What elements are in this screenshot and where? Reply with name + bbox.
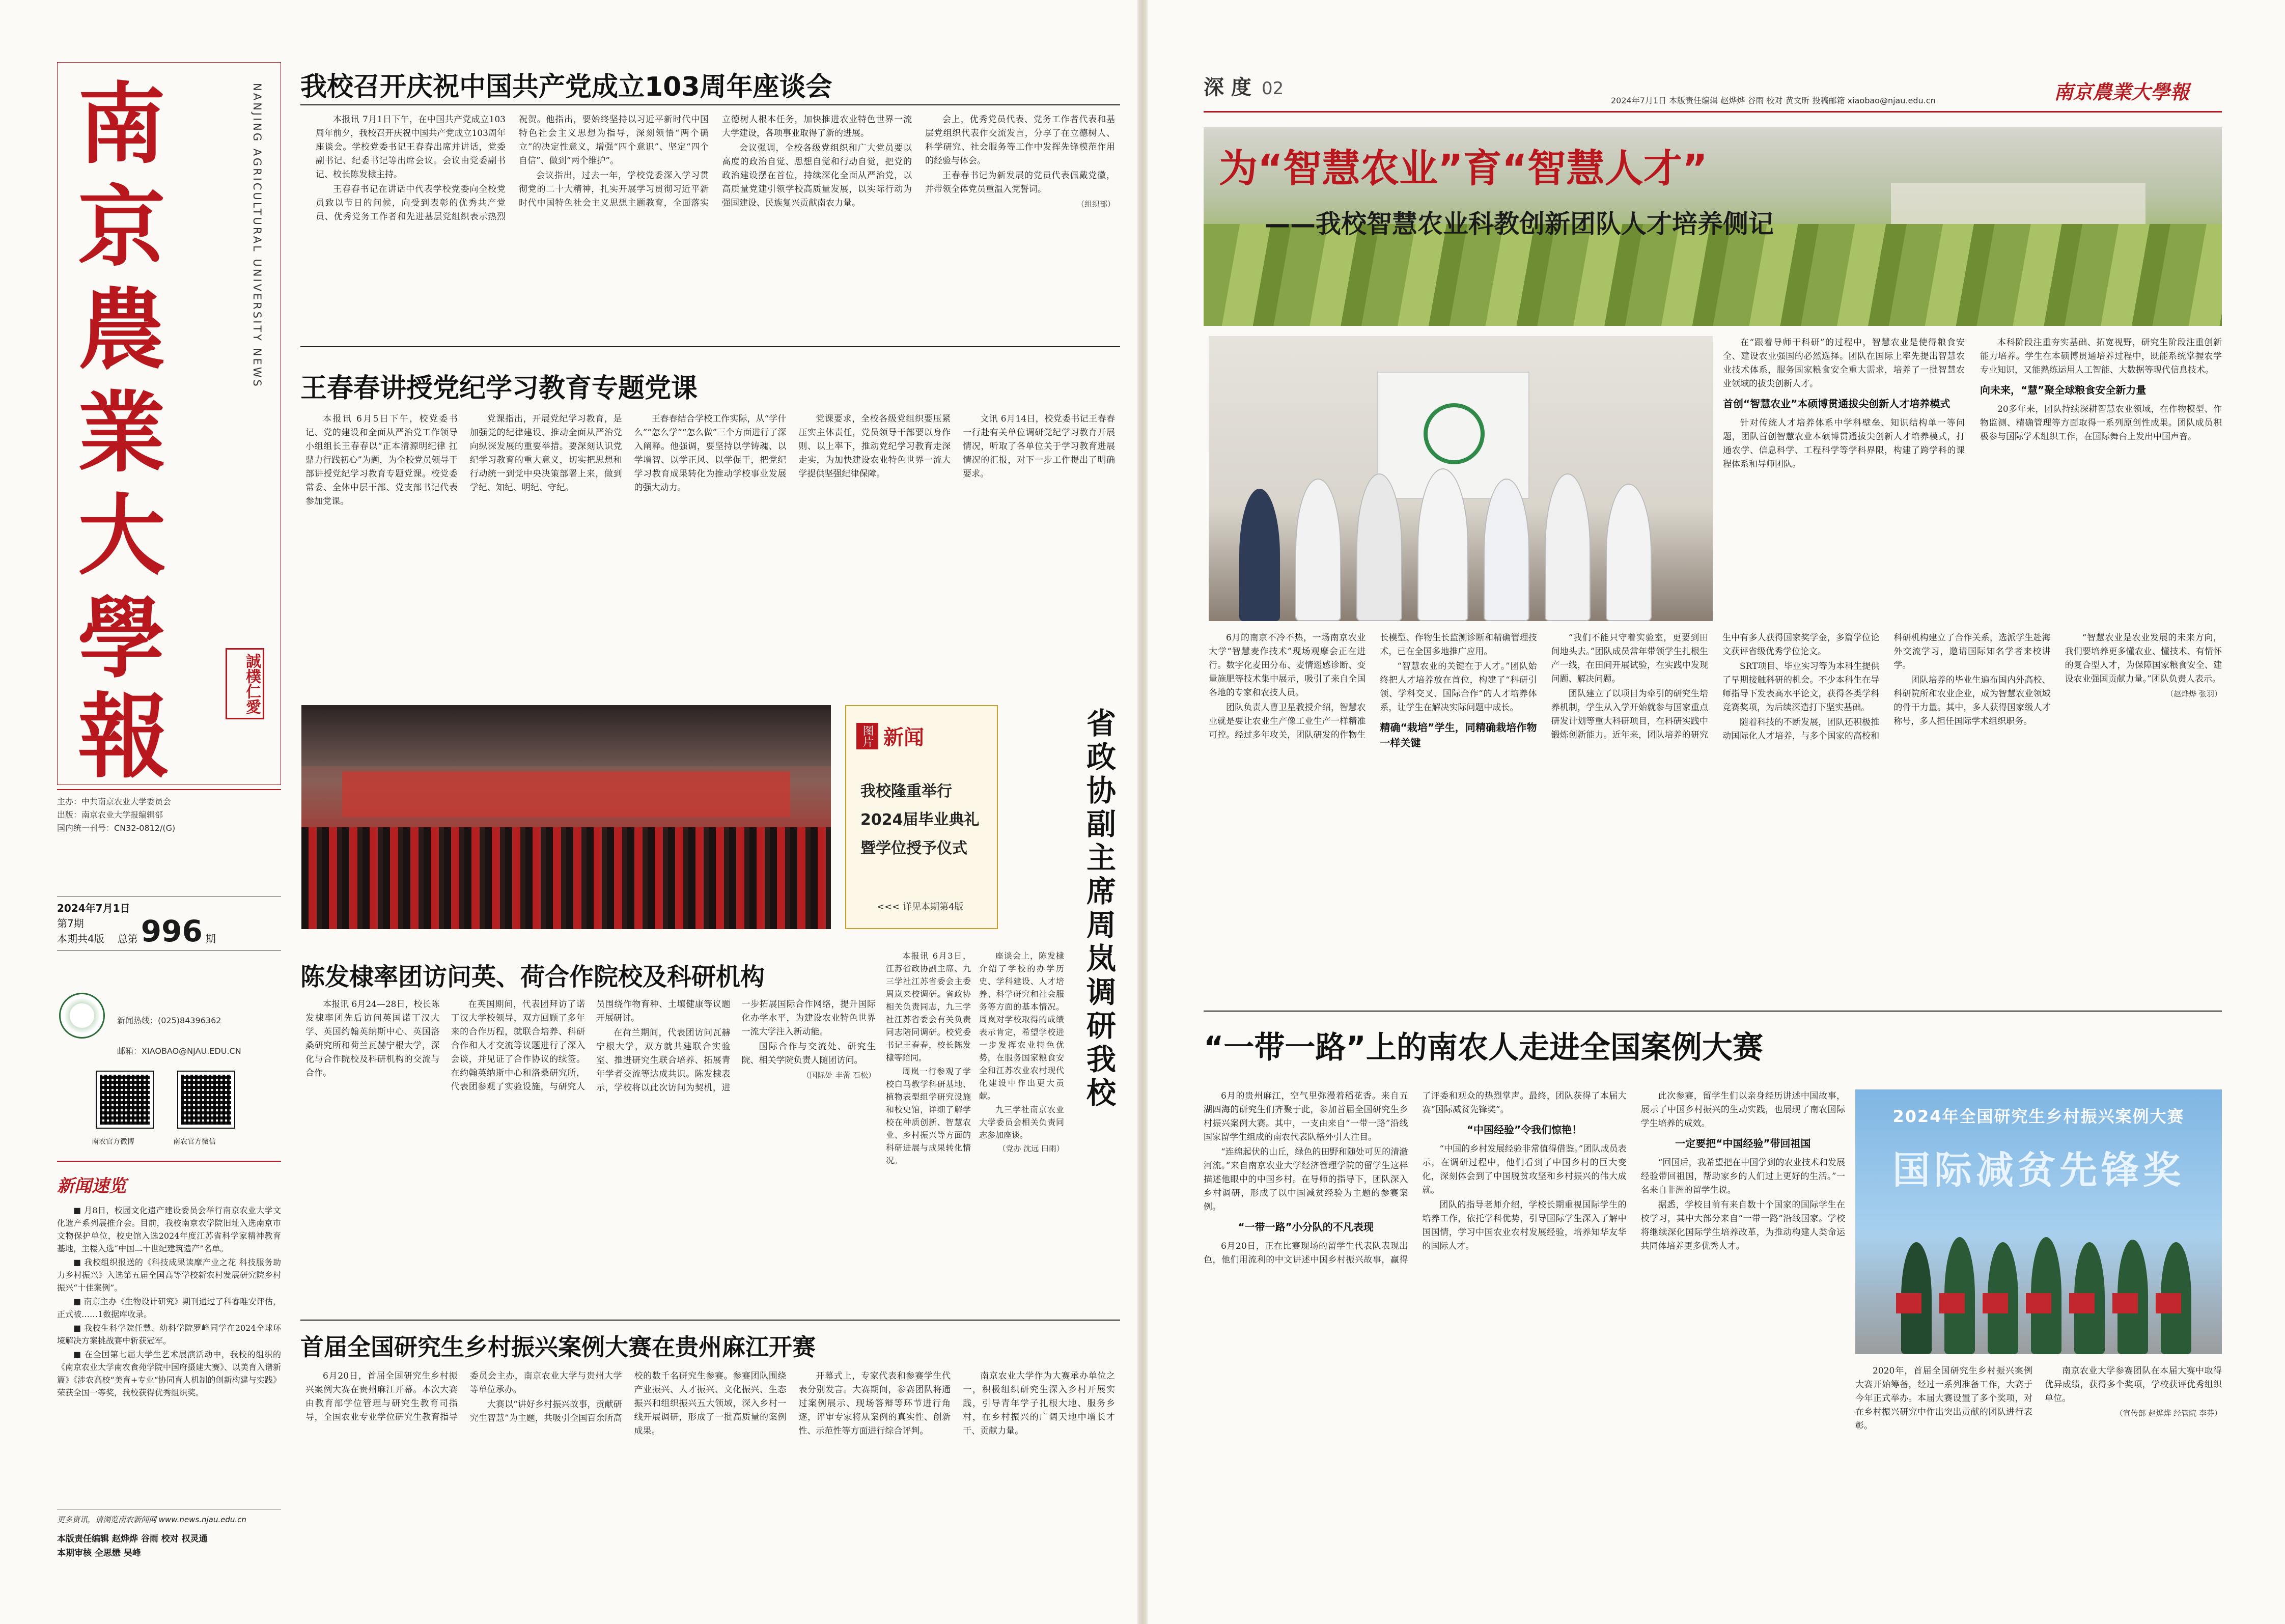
- paragraph: “连绵起伏的山丘，绿色的田野和随处可见的清澈河流。”来自南京农业大学经济管理学院的留学生这样描述他眼中的中国乡村。在导师的指导下，团队深入乡村调研，形成了以中国减贫经验为主题的参赛案例。: [1204, 1147, 1408, 1212]
- feature-subtitle: ——我校智慧农业科教创新团队人才培养侧记: [1265, 209, 1774, 239]
- article-uk-nl-visit: [305, 998, 876, 1313]
- paragraph: 座谈会上，陈发棣介绍了学校的办学历史、学科建设、人才培养、科学研究和社会服务等方面的基本情况。周岚对学校取得的成绩表示肯定，希望学校进一步发挥农业特色优势，在服务国家粮食安全和江苏农业农村现代化建设中作出更大贡献。: [979, 951, 1064, 1101]
- total-label: 总第: [117, 933, 138, 945]
- header-info: 2024年7月1日 本版责任编辑 赵烨烨 谷雨 校对 黄文昕 投稿邮箱 xiaobao@njau.edu.cn: [1611, 96, 1936, 105]
- hotline: 新闻热线：(025)84396362: [117, 1016, 221, 1025]
- paragraph: 此次参赛，留学生们以亲身经历讲述中国故事，展示了中国乡村振兴的生动实践，也展现了南农国际学生培养的成效。: [1640, 1091, 1845, 1129]
- paragraph: “智慧农业的关键在于人才。”团队始终把人才培养放在首位，构建了“科研引领、学科交叉、国际合作”的人才培养体系，让学生在解决实际问题中成长。: [1380, 661, 1537, 713]
- headline-uk-nl-visit: 陈发棣率团访问英、荷合作院校及科研机构: [300, 963, 765, 991]
- paragraph: “我们不能只守着实验室，更要到田间地头去。”团队成员常年带领学生扎根生产一线，在田间开展试验，在实践中发现问题、解决问题。: [1551, 633, 1708, 684]
- masthead-char: 農: [78, 278, 165, 381]
- qr-code-wechat: [178, 1072, 234, 1128]
- paragraph: 团队建立了以项目为牵引的研究生培养机制，学生从入学开始就参与国家重点研发计划等重大科研项目，在科研实践中锻炼创新能力。近年来，团队培养的研究生中有多人获得国家奖学金，多篇学位论文获评省级优秀学位论文。: [1551, 633, 1880, 740]
- paragraph: 本科阶段注重夯实基础、拓宽视野，研究生阶段注重创新能力培养。学生在本硕博贯通培养过程中，既能系统掌握农学专业知识，又能熟练运用人工智能、大数据等现代信息技术。: [1980, 338, 2222, 375]
- paragraph: 据悉，学校目前有来自数十个国家的国际学生在校学习，其中大部分来自“一带一路”沿线国家。学校将继续深化国际学生培养改革，为推动构建人类命运共同体培养更多优秀人才。: [1640, 1200, 1845, 1251]
- feature2-text-right: [1855, 1364, 2222, 1593]
- news-brief-title: 新闻速览: [57, 1176, 126, 1196]
- paragraph: 周岚一行参观了学校白马教学科研基地、植物表型组学研究设施和校史馆，详细了解学校在种质创新、智慧农业、乡村振兴等方面的科研进展与成果转化情况。: [886, 1067, 971, 1165]
- issue-info: [57, 896, 281, 951]
- photo-caption-box: [845, 705, 998, 929]
- page-number: 02: [1261, 78, 1284, 99]
- paragraph: 南京农业大学参赛团队在本届大赛中取得优异成绩，获得多个奖项，学校获评优秀组织单位。: [2045, 1366, 2222, 1404]
- photo-caption-text: 我校隆重举行2024届毕业典礼暨学位授予仪式: [860, 782, 980, 857]
- paragraph: 本报讯 6月24—28日，校长陈发棣率团先后访问英国诺丁汉大学、英国约翰英纳斯中心、英国洛桑研究所和荷兰瓦赫宁根大学，深化与合作院校及科研机构的交流与合作。: [305, 999, 440, 1078]
- masthead-english: NANJING AGRICULTURAL UNIVERSITY NEWS: [251, 83, 263, 388]
- page-gutter: [1137, 0, 1148, 1624]
- divider: [1204, 111, 2222, 113]
- paragraph: 2020年，首届全国研究生乡村振兴案例大赛开始筹备，经过一系列准备工作，大赛于今年正式举办。本届大赛设置了多个奖项，对在乡村振兴研究中作出突出贡献的团队进行表彰。: [1855, 1366, 2032, 1431]
- paragraph: “智慧农业是农业发展的未来方向，我们要培养更多懂农业、懂技术、有情怀的复合型人才，为保障国家粮食安全、建设农业强国贡献力量。”团队负责人表示。: [2065, 633, 2222, 684]
- headline-cppcc-visit: 省政协副主席周岚调研我校: [1081, 708, 1116, 1111]
- cn-number: 国内统一刊号：CN32-0812/(G): [57, 823, 176, 833]
- paragraph: “中国的乡村发展经验非常值得借鉴。”团队成员表示，在调研过程中，他们看到了中国乡村的巨大变化，深刻体会到了中国脱贫攻坚和乡村振兴的伟大成就。: [1422, 1144, 1627, 1195]
- paragraph: 在英国期间，代表团拜访了诺丁汉大学校领导，双方回顾了多年来的合作历程，就联合培养、科研合作和人才交流等议题进行了深入会谈，并见证了合作协议的续签。在约翰英纳斯中心和洛桑研究所，代表团参观了实验设施，与研究人员围绕作物育种、土壤健康等议题开展研讨。: [451, 999, 731, 1092]
- masthead-char: 學: [78, 586, 165, 690]
- graduation-photo: [301, 705, 831, 929]
- section-header: [1204, 71, 1284, 100]
- left-page: [0, 0, 1137, 1624]
- paragraph: 6月20日，正在比赛现场的留学生代表队表现出色，他们用流利的中文讲述中国乡村振兴故事，赢得了评委和观众的热烈掌声。最终，团队获得了本届大赛“国际减贫先锋奖”。: [1204, 1091, 1627, 1265]
- paragraph: 大赛以“讲好乡村振兴故事，贡献研究生智慧”为主题，共吸引全国百余所高校的数千名研究生参赛。参赛团队围绕产业振兴、人才振兴、文化振兴、生态振兴和组织振兴五大领域，深入乡村一线开展调研，形成了一批高质量的案例成果。: [469, 1371, 787, 1436]
- feature-title: 为“智慧农业”育“智慧人才”: [1219, 146, 1708, 191]
- paragraph: 6月20日，首届全国研究生乡村振兴案例大赛在贵州麻江开幕。本次大赛由教育部学位管理与研究生教育司指导，全国农业专业学位研究生教育指导委员会主办，南京农业大学与贵州大学等单位承办。: [305, 1371, 622, 1422]
- headline-party-anniversary: 我校召开庆祝中国共产党成立103周年座谈会: [300, 72, 832, 102]
- paragraph: 本报讯 6月5日下午，校党委书记、党的建设和全面从严治党工作领导小组组长王春春以“正本清源明纪律 扛鼎力行践初心”为题，为全校党员领导干部讲授党纪学习教育专题党课。校党委常委、全体中层干部、党支部书记代表参加党课。: [305, 414, 458, 507]
- paragraph: 党课指出，开展党纪学习教育，是加强党的纪律建设、推动全面从严治党向纵深发展的重要举措。要深刻认识党纪学习教育的重大意义，切实把思想和行动统一到党中央决策部署上来，做到学纪、知纪、明纪、守纪。: [469, 414, 622, 493]
- award-photo: [1855, 1089, 2222, 1354]
- paragraph: 20多年来，团队持续深耕智慧农业领域，在作物模型、作物监测、精确管理等方面取得一系列原创性成果。团队成员积极参与国际学术组织工作，在国际舞台上发出中国声音。: [1980, 404, 2222, 442]
- qr-label-weibo: 南农官方微博: [92, 1138, 134, 1146]
- photo-tag: 新闻: [883, 726, 924, 749]
- total-suffix: 期: [205, 933, 216, 945]
- paragraph: 九三学社南京农业大学委员会相关负责同志参加座谈。: [979, 1105, 1064, 1140]
- headline-rural-case-contest: 首届全国研究生乡村振兴案例大赛在贵州麻江开赛: [300, 1333, 816, 1361]
- paragraph: 党课要求，全校各级党组织要压紧压实主体责任，党员领导干部要以身作则、以上率下，推动党纪学习教育走深走实，为加快建设农业特色世界一流大学提供坚强纪律保障。: [798, 414, 951, 479]
- paragraph: 在荷兰期间，代表团访问瓦赫宁根大学，双方就共建联合实验室、推进研究生联合培养、拓展青年学者交流等达成共识。陈发棣表示，学校将以此次访问为契机，进一步拓展国际合作网络，提升国际化办学水平，为建设农业特色世界一流大学注入新动能。: [596, 999, 876, 1093]
- award-banner-main: 国际减贫先锋奖: [1892, 1149, 2185, 1192]
- masthead-char: 報: [78, 683, 170, 791]
- masthead-char: 大: [78, 484, 165, 587]
- divider: [300, 346, 1120, 347]
- photo-tag-icon: 图片: [856, 723, 878, 749]
- paragraph: 王春春结合学校工作实际，从“学什么”“怎么学”“怎么做”三个方面进行了深入阐释。他强调，要坚持以学铸魂、以学增智、以学正风、以学促干，把党纪学习教育成果转化为推动学校事业发展的强大动力。: [634, 414, 787, 493]
- masthead-char: 業: [78, 381, 165, 484]
- issue-pages: 本期共4版: [57, 933, 104, 945]
- brief-item: ■ 南京主办《生物设计研究》期刊通过了科睿唯安评估，正式被……1数据库收录。: [57, 1297, 281, 1319]
- publisher: 出版：南京农业大学报编辑部: [57, 810, 163, 820]
- paragraph: SRT项目、毕业实习等为本科生提供了早期接触科研的机会。不少本科生在导师指导下发表高水平论文，获得各类学科竞赛奖项，为后续深造打下坚实基础。: [1722, 661, 1880, 713]
- team-photo: [1209, 336, 1713, 621]
- brief-item: ■ 月8日，校园文化遗产建设委员会举行南京农业大学文化遗产系列展推介会。目前，我校南京农学院旧址入选南京市文物保护单位，校史馆入选2024年度江苏省科学家精神教育基地，主楼入选“中国二十世纪建筑遗产”名单。: [57, 1206, 281, 1253]
- paragraph: 团队负责人曹卫星教授介绍，智慧农业就是要让农业生产像工业生产一样精准可控。经过多年攻关，团队研发的作物生长模型、作物生长监测诊断和精确管理技术，已在全国多地推广应用。: [1209, 633, 1537, 740]
- paragraph: 随着科技的不断发展，团队还积极推动国际化人才培养，与多个国家的高校和科研机构建立了合作关系，选派学生赴海外交流学习，邀请国际知名学者来校讲学。: [1722, 633, 2051, 741]
- masthead-char: 京: [78, 175, 165, 278]
- paragraph: “回国后，我希望把在中国学到的农业技术和发展经验带回祖国，帮助家乡的人们过上更好的生活。”一名来自非洲的留学生说。: [1640, 1158, 1845, 1195]
- paragraph: 开幕式上，专家代表和参赛学生代表分别发言。大赛期间，参赛团队将通过案例展示、现场答辩等环节进行角逐，评审专家将从案例的真实性、创新性、示范性等方面进行综合评判。: [798, 1371, 951, 1436]
- photo-caption-link[interactable]: <<< 详见本期第4版: [877, 902, 964, 912]
- masthead-title: [78, 73, 231, 690]
- paragraph: 会议强调，全校各级党组织和广大党员要以高度的政治自觉、思想自觉和行动自觉，把党的政治建设摆在首位，持续深化全面从严治党，以高质量党建引领学校高质量发展，以实际行动为强国建设、民族复兴贡献南农力量。: [722, 143, 912, 208]
- feature-text-col1: [1723, 336, 2222, 621]
- article-party-lecture: [305, 412, 1115, 687]
- divider: [300, 1320, 1120, 1321]
- byline: （组织部）: [1076, 200, 1115, 209]
- feature2-subhead: “中国经验”令我们惊艳！: [1466, 1124, 1582, 1136]
- masthead: [57, 62, 281, 791]
- divider: [1204, 1011, 2222, 1012]
- news-brief-list: [57, 1204, 281, 1504]
- university-logo: [59, 993, 105, 1039]
- byline: （宣传部 赵烨烨 经管院 李芬）: [2115, 1409, 2222, 1418]
- award-banner-top: 2024年全国研究生乡村振兴案例大赛: [1892, 1107, 2185, 1126]
- brief-item: ■ 在全国第七届大学生艺术展演活动中，我校的组织的《南京农业大学南农食苑学院中国府摄建大赛》、以美育入谱新篇》《涉农高校“美育+专业“协同育人机制的创新构建与实践》荣获全国一等奖，我校获得优秀组织奖。: [57, 1350, 281, 1397]
- paragraph: 团队的指导老师介绍，学校长期重视国际学生的培养工作，依托学科优势，引导国际学生深入了解中国国情，学习中国农业农村发展经验，培养知华友华的国际人才。: [1422, 1200, 1627, 1251]
- article-cppcc-body: [886, 949, 1064, 1306]
- paragraph: 针对传统人才培养体系中学科壁垒、知识结构单一等问题，团队首创智慧农业本硕博贯通拔尖创新人才培养模式，打通农学、信息科学、工程科学等学科界限，构建了跨学科的课程体系和导师团队。: [1723, 418, 1965, 469]
- feature-subhead: 向未来，“慧”聚全球粮食安全新力量: [1980, 384, 2147, 396]
- paragraph: 团队培养的毕业生遍布国内外高校、科研院所和农业企业，成为智慧农业领域的骨干力量。其中，多人获得国家级人才称号，多人担任国际学术组织职务。: [1893, 675, 2051, 726]
- brief-item: ■ 我校生科学院任慧、幼科学院罗峰同学在2024全球环境解决方案挑战赛中斩获冠军。: [57, 1323, 281, 1346]
- feature2-subhead: 一定要把“中国经验”带回祖国: [1675, 1137, 1811, 1150]
- feature2-subhead: “一带一路”小分队的不凡表现: [1238, 1221, 1374, 1233]
- issue-number: 第7期: [57, 917, 84, 930]
- right-page: [1148, 0, 2285, 1624]
- editors: [57, 1532, 281, 1560]
- seal-text: 誠樸仁愛: [243, 653, 261, 714]
- paragraph: 本报讯 6月3日，江苏省政协副主席、九三学社江苏省委会主委周岚来校调研。省政协相关负责同志，九三学社江苏省委会有关负责同志陪同调研。校党委书记王春春，校长陈发棣等陪同。: [886, 951, 971, 1062]
- paragraph: 在“跟着导师干科研”的过程中，智慧农业是使得粮食安全、建设农业强国的必然选择。团队在国际上率先提出智慧农业技术体系，服务国家粮食安全重大需求，培养了一批智慧农业领域的拔尖创新人才。: [1723, 338, 1965, 389]
- feature2-title: “一带一路”上的南农人走进全国案例大赛: [1204, 1030, 1763, 1066]
- paragraph: 会上，优秀党员代表、党务工作者代表和基层党组织代表作交流发言，分享了在立德树人、科学研究、社会服务等工作中发挥先锋模范作用的经验与体会。: [925, 115, 1115, 166]
- sponsor: 主办：中共南京农业大学委员会: [57, 797, 172, 806]
- paragraph: 6月的贵州麻江，空气里弥漫着稻花香。来自五湖四海的研究生们齐聚于此，参加首届全国研究生乡村振兴案例大赛。其中，一支由来自“一带一路”沿线国家留学生组成的南农代表队格外引人注目。: [1204, 1091, 1408, 1142]
- masthead-small: 南京農業大學報: [2054, 80, 2190, 103]
- news-brief: [57, 1161, 281, 1578]
- email: 邮箱：XIAOBAO@NJAU.EDU.CN: [117, 1046, 241, 1056]
- divider: [300, 104, 1120, 105]
- paragraph: 6月的南京不冷不热，一场南京农业大学“智慧麦作技术”现场观摩会正在进行。数字化麦田分布、麦情遥感诊断、变量施肥等技术集中展示，吸引了来自全国各地的专家和农技人员。: [1209, 633, 1366, 698]
- article-party-anniversary: [316, 113, 1115, 337]
- article-rural-case-contest: [305, 1369, 1115, 1593]
- paragraph: 会议指出，过去一年，学校党委深入学习贯彻党的二十大精神，扎实开展学习贯彻习近平新时代中国特色社会主义思想主题教育，全面落实立德树人根本任务，加快推进农业特色世界一流大学建设，各项事业取得了新的进展。: [519, 115, 912, 208]
- paragraph: 王春春书记在讲话中代表学校党委向全校党员致以节日的问候，向受到表彰的优秀共产党员、优秀党务工作者和先进基层党组织表示热烈祝贺。他指出，要始终坚持以习近平新时代中国特色社会主义思想为指导，深刻领悟“两个确立”的决定性意义，增强“四个意识”、坚定“四个自信”、做到“两个维护”。: [316, 115, 709, 222]
- editors-line: 本期审核 全思懋 吴峰: [57, 1548, 141, 1558]
- seal: [226, 648, 264, 719]
- paragraph: 本报讯 7月1日下午，在中国共产党成立103周年前夕，我校召开庆祝中国共产党成立103周年座谈会。学校党委书记王春春出席并讲话，党委副书记、纪委书记等出席会议。会议由党委副书记、校长陈发棣主持。: [316, 115, 506, 180]
- byline: （党办 沈远 田雨）: [998, 1144, 1064, 1153]
- qr-label-wechat: 南农官方微信: [173, 1138, 216, 1146]
- masthead-info: [57, 789, 281, 835]
- feature-text-main: [1209, 631, 2222, 998]
- editors-line: 本版责任编辑 赵烨烨 谷雨 校对 权灵通: [57, 1534, 208, 1544]
- issue-date: 2024年7月1日: [57, 902, 130, 914]
- qr-code-weibo: [97, 1072, 153, 1128]
- paragraph: 文讯 6月14日，校党委书记王春春一行赴有关单位调研党纪学习教育开展情况，听取了各单位关于学习教育进展情况的汇报，对下一步工作提出了明确要求。: [963, 414, 1115, 479]
- contact-info: [117, 1005, 241, 1067]
- byline: （国际处 丰蕾 石松）: [802, 1071, 876, 1080]
- headline-party-lecture: 王春春讲授党纪学习教育专题党课: [300, 373, 698, 404]
- paragraph: 国际合作与交流处、研究生院、相关学院负责人随团访问。: [741, 1042, 876, 1066]
- masthead-char: 南: [78, 72, 165, 176]
- byline: （赵烨烨 张羽）: [2166, 689, 2222, 698]
- section-name: 深 度: [1204, 76, 1251, 99]
- brief-footer: 更多资讯，请浏览南农新闻网 www.news.njau.edu.cn: [57, 1509, 281, 1525]
- paragraph: 南京农业大学作为大赛承办单位之一，积极组织研究生深入乡村开展实践，引导青年学子扎根大地、服务乡村，在乡村振兴的广阔天地中增长才干、贡献力量。: [963, 1371, 1115, 1436]
- feature2-text: [1204, 1089, 1845, 1599]
- paragraph: 王春春书记为新发展的党员代表佩戴党徽，并带领全体党员重温入党誓词。: [925, 171, 1115, 194]
- brief-item: ■ 我校组织报送的《科技成果读摩产业之花 科技服务助力乡村振兴》入选第五届全国高等学校新农村发展研究院乡村振兴“十佳案例”。: [57, 1257, 281, 1293]
- feature-subhead: 首创“智慧农业”本硕博贯通拔尖创新人才培养模式: [1723, 398, 1950, 410]
- feature-subhead: 精确“栽培”学生，同精确栽培作物一样关键: [1380, 721, 1537, 749]
- total-number: 996: [141, 914, 203, 948]
